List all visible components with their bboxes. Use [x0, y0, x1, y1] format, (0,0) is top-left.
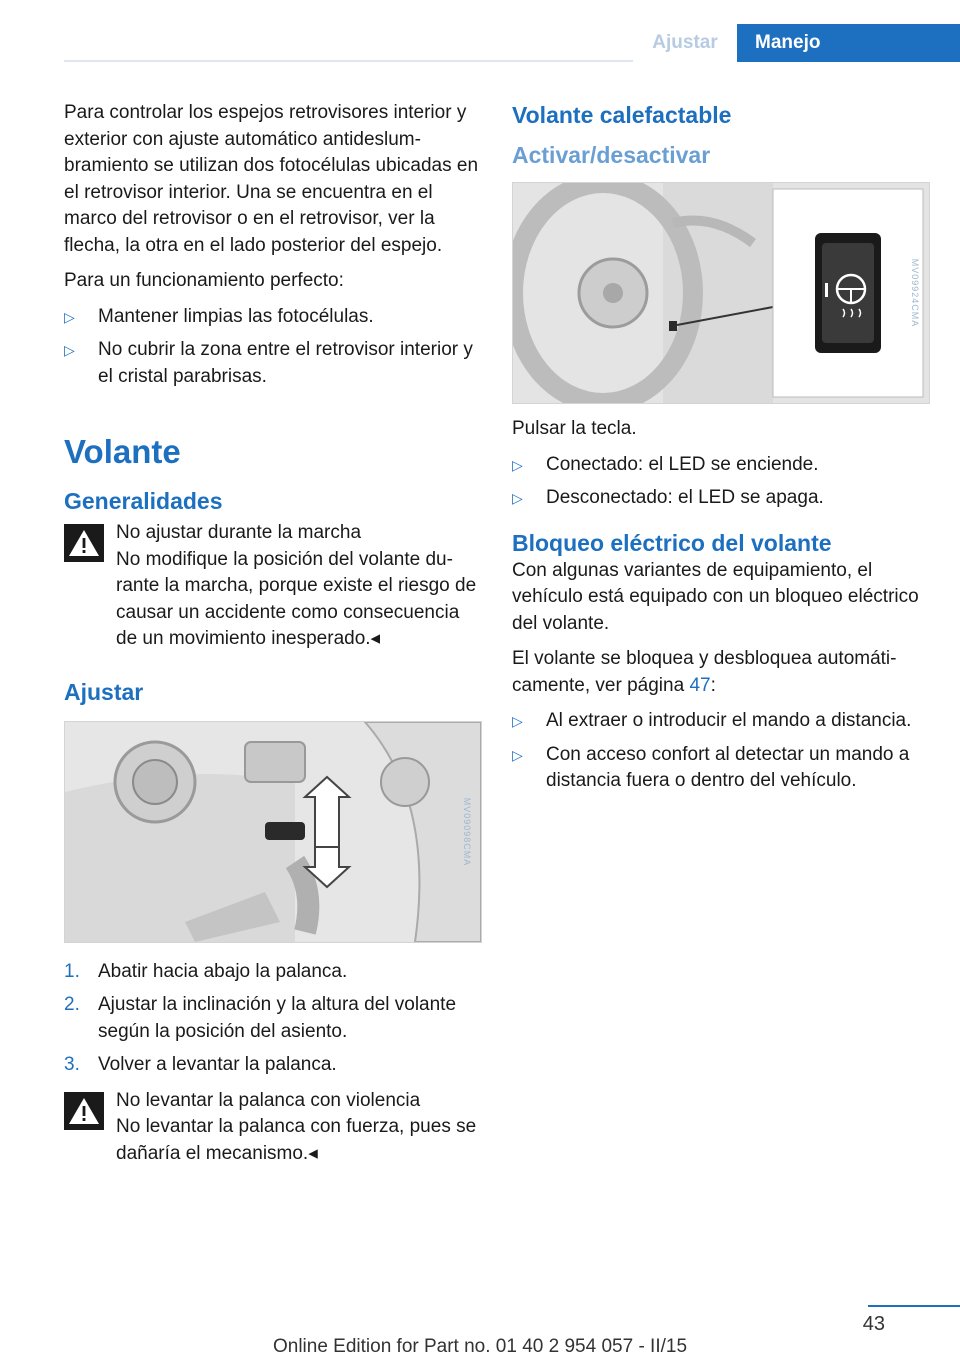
list-item: ▷ No cubrir la zona entre el retrovisor interior y el cristal parabrisas.: [64, 339, 473, 387]
warning-icon: [64, 524, 104, 562]
header-tab-section[interactable]: Ajustar: [633, 24, 737, 62]
warning-text: No modifique la posición del volante durante la marcha, porque existe el riesgo de causar un accidente como consecuencia de un movimiento inesperado.◂: [116, 548, 477, 649]
steps-list: [64, 959, 482, 1079]
list-item: 3. Volver a levantar la palanca.: [64, 1054, 337, 1075]
section-title: Volante: [64, 433, 181, 470]
steering-lever-image: [64, 721, 482, 943]
list-item: 2. Ajustar la inclinación y la altura del volante según la posición del asiento.: [64, 994, 457, 1042]
list-item: ▷ Con acceso confort al detectar un mando a distancia fuera o dentro del vehículo.: [512, 743, 910, 791]
list-item: ▷ Conectado: el LED se enciende.: [512, 452, 932, 479]
header-tab-chapter[interactable]: Manejo: [737, 24, 960, 62]
triangle-bullet-icon: ▷: [512, 456, 523, 473]
perfect-list: [64, 304, 482, 391]
steering-column-illustration: [65, 722, 481, 942]
steering-wheel-illustration: [513, 183, 929, 403]
edition-footer: Online Edition for Part no. 01 40 2 954 057 - II/15: [272, 1336, 688, 1357]
warning-block: [64, 1088, 482, 1168]
triangle-bullet-icon: ▷: [64, 308, 75, 325]
page-link[interactable]: 47: [689, 674, 711, 696]
warning-icon: [64, 1092, 104, 1130]
list-item: ▷ Desconectado: el LED se apaga.: [512, 485, 932, 512]
intro-paragraph: Para controlar los espejos retrovisores interior y exterior con ajuste automático antideslumbramiento se utilizan dos fotocélulas ubicadas en el retrovisor interior. Una se encuentra en el marco del retrovisor o en el retrovisor, ver la flecha, la otra en el lado posterior del espejo.: [64, 102, 479, 256]
subsection-adjust: Ajustar: [64, 678, 144, 705]
lock-paragraph: Con algunas variantes de equipamiento, el vehículo está equipado con un bloqueo eléctrico del volante.: [512, 559, 919, 634]
image-code: MV09098CMA: [462, 797, 472, 866]
warning-text: No levantar la palanca con fuerza, pues se dañaría el mecanismo.◂: [116, 1116, 477, 1164]
warning-title: No levantar la palanca con violencia: [116, 1089, 421, 1111]
triangle-bullet-icon: ▷: [512, 490, 523, 506]
triangle-bullet-icon: ▷: [512, 713, 523, 729]
triangle-bullet-icon: ▷: [512, 746, 523, 763]
warning-block: [64, 520, 482, 653]
warning-title: No ajustar durante la marcha: [116, 522, 362, 543]
footer-rule: [868, 1305, 960, 1307]
subsection-wheel-lock: Bloqueo eléctrico del volante: [512, 529, 832, 556]
subsection-heated-wheel: Volante calefactable: [512, 102, 732, 128]
subsection-toggle: Activar/desactivar: [512, 142, 711, 168]
list-item: ▷ Al extraer o introducir el mando a distancia.: [512, 708, 932, 735]
subsection-general: Generalidades: [64, 488, 223, 514]
perfect-intro: Para un funcionamiento perfecto:: [64, 270, 344, 291]
right-column: [512, 100, 932, 804]
list-item: 1. Abatir hacia abajo la palanca.: [64, 960, 348, 982]
lock-list: [512, 708, 932, 795]
image-code: MV09924CMA: [910, 258, 920, 328]
triangle-bullet-icon: ▷: [64, 342, 75, 358]
led-list: [512, 452, 932, 512]
lock-paragraph-2: El volante se bloquea y desbloquea automáticamente, ver página 47:: [512, 648, 897, 696]
page-number: 43: [862, 1313, 885, 1335]
press-paragraph: Pulsar la tecla.: [512, 418, 637, 439]
list-item: ▷ Mantener limpias las fotocélulas.: [64, 304, 482, 331]
left-column: [64, 100, 482, 1176]
heated-wheel-image: [512, 182, 930, 404]
